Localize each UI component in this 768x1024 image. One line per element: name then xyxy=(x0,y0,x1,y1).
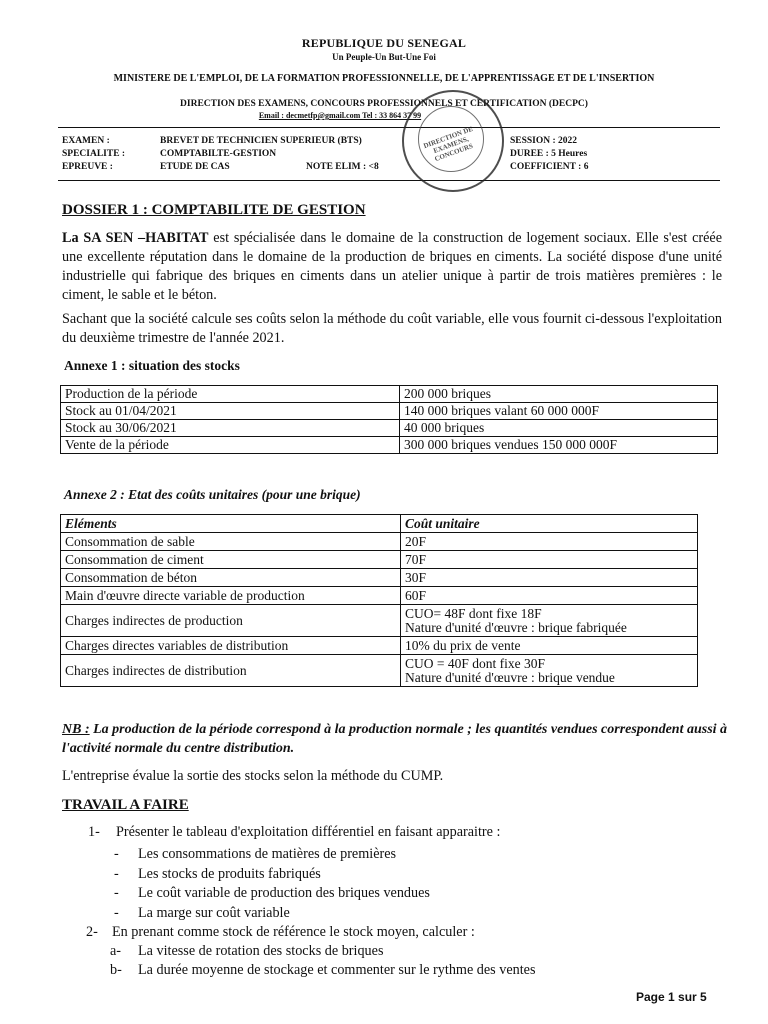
cell-line: Nature d'unité d'œuvre : brique vendue xyxy=(405,669,615,685)
table-row xyxy=(61,655,698,687)
page-number: Page 1 sur 5 xyxy=(636,990,707,1004)
company-name: La SA SEN –HABITAT xyxy=(62,230,209,246)
examen-label: EXAMEN : xyxy=(62,136,110,146)
table-cell: 30F xyxy=(401,569,698,587)
question-2: En prenant comme stock de référence le stock moyen, calculer : xyxy=(112,924,475,940)
table-cell: 10% du prix de vente xyxy=(401,637,698,655)
column-header: Coût unitaire xyxy=(401,515,698,533)
method-paragraph: Sachant que la société calcule ses coûts selon la méthode du coût variable, elle vous fournit ci-dessous l'exploitation du deuxième trimestre de l'année 2021. xyxy=(62,311,722,346)
annexe2-title: Annexe 2 : Etat des coûts unitaires (pour une brique) xyxy=(64,487,361,502)
table-cell: 70F xyxy=(401,551,698,569)
session: SESSION : 2022 xyxy=(510,136,578,146)
question-2b: La durée moyenne de stockage et commenter sur le rythme des ventes xyxy=(138,962,536,978)
table-row xyxy=(61,403,718,420)
coefficient: COEFFICIENT : 6 xyxy=(510,162,589,172)
table-cell: Consommation de sable xyxy=(61,533,401,551)
header-rule-bottom xyxy=(58,180,720,181)
question-2b-number: b- xyxy=(110,962,122,978)
table-cell: 20F xyxy=(401,533,698,551)
question-1-item: Les consommations de matières de premières xyxy=(138,846,397,862)
question-2-number: 2- xyxy=(86,924,98,940)
table-row xyxy=(61,587,698,605)
note-elim: NOTE ELIM : <8 xyxy=(306,162,379,172)
table-header-row xyxy=(61,515,698,533)
bullet-dash: - xyxy=(114,846,119,862)
ministry-name: MINISTERE DE L'EMPLOI, DE LA FORMATION PROFESSIONNELLE, DE L'APPRENTISSAGE ET DE L'INSERTION xyxy=(113,73,655,84)
table-row xyxy=(61,420,718,437)
specialite-label: SPECIALITE : xyxy=(62,149,126,159)
bullet-dash: - xyxy=(114,866,119,882)
header-rule-top xyxy=(58,127,720,128)
country-title: REPUBLIQUE DU SENEGAL xyxy=(301,36,467,50)
nb-note xyxy=(62,720,730,758)
country-motto: Un Peuple-Un But-Une Foi xyxy=(332,52,436,62)
table-cell: 140 000 briques valant 60 000 000F xyxy=(400,403,718,420)
cump-note: L'entreprise évalue la sortie des stocks selon la méthode du CUMP. xyxy=(62,768,444,784)
nb-label: NB : xyxy=(62,722,90,737)
unit-cost-table xyxy=(60,514,698,687)
dossier-title: DOSSIER 1 : COMPTABILITE DE GESTION xyxy=(62,202,366,218)
table-row xyxy=(61,533,698,551)
question-2a-number: a- xyxy=(110,943,122,959)
intro-paragraph xyxy=(62,229,722,305)
cell-line: CUO = 40F dont fixe 30F xyxy=(405,655,545,671)
table-cell: Consommation de ciment xyxy=(61,551,401,569)
examen-value: BREVET DE TECHNICIEN SUPERIEUR (BTS) xyxy=(160,136,362,146)
table-cell: Production de la période xyxy=(61,386,400,403)
direction-name: DIRECTION DES EXAMENS, CONCOURS PROFESSIONNELS ET CERTIFICATION (DECPC) xyxy=(180,99,588,109)
question-1-item: Les stocks de produits fabriqués xyxy=(138,866,321,882)
table-cell: 40 000 briques xyxy=(400,420,718,437)
travail-title: TRAVAIL A FAIRE xyxy=(62,797,189,813)
table-cell: Vente de la période xyxy=(61,437,400,454)
table-cell xyxy=(401,605,698,637)
question-1-item: Le coût variable de production des briques vendues xyxy=(138,885,430,901)
table-row xyxy=(61,605,698,637)
duree: DUREE : 5 Heures xyxy=(510,149,588,159)
table-row xyxy=(61,437,718,454)
table-cell: Charges indirectes de production xyxy=(61,605,401,637)
column-header: Eléments xyxy=(61,515,401,533)
table-cell: 300 000 briques vendues 150 000 000F xyxy=(400,437,718,454)
table-cell: Charges indirectes de distribution xyxy=(61,655,401,687)
table-cell: 60F xyxy=(401,587,698,605)
table-row xyxy=(61,551,698,569)
epreuve-label: EPREUVE : xyxy=(62,162,113,172)
question-1-item: La marge sur coût variable xyxy=(138,905,290,921)
table-cell xyxy=(401,655,698,687)
table-cell: Stock au 01/04/2021 xyxy=(61,403,400,420)
table-cell: Consommation de béton xyxy=(61,569,401,587)
specialite-value: COMPTABILTE-GESTION xyxy=(160,149,277,159)
table-cell: Main d'œuvre directe variable de production xyxy=(61,587,401,605)
question-2a: La vitesse de rotation des stocks de briques xyxy=(138,943,384,959)
cell-line: CUO= 48F dont fixe 18F xyxy=(405,605,542,621)
annexe1-title: Annexe 1 : situation des stocks xyxy=(64,358,240,373)
nb-text: La production de la période correspond à la production normale ; les quantités vendues correspondent aussi à l'activité normale du centre distribution. xyxy=(62,722,728,756)
table-row xyxy=(61,569,698,587)
table-cell: 200 000 briques xyxy=(400,386,718,403)
bullet-dash: - xyxy=(114,905,119,921)
epreuve-value: ETUDE DE CAS xyxy=(160,162,230,172)
table-row xyxy=(61,386,718,403)
cell-line: Nature d'unité d'œuvre : brique fabriquée xyxy=(405,619,627,635)
table-cell: Charges directes variables de distribution xyxy=(61,637,401,655)
table-cell: Stock au 30/06/2021 xyxy=(61,420,400,437)
table-row xyxy=(61,637,698,655)
contact-line: Email : decmetfp@gmail.com Tel : 33 864 37 99 xyxy=(258,111,422,120)
question-1-number: 1- xyxy=(88,824,100,840)
question-1: Présenter le tableau d'exploitation différentiel en faisant apparaitre : xyxy=(116,824,501,840)
intro-text: est spécialisée dans le domaine de la construction de logement sociaux. Elle s'est créée une excellente réputation dans le domaine de la production de briques en ciments. La société dispose d'une unité industrielle qui fabrique des briques en ciments dans un atelier unique à partir de trois matières premières : le ciment, le sable et le béton. xyxy=(62,230,722,303)
stock-situation-table xyxy=(60,385,718,454)
official-stamp-text: DIRECTION DE EXAMENS, CONCOURS xyxy=(422,124,475,164)
bullet-dash: - xyxy=(114,885,119,901)
